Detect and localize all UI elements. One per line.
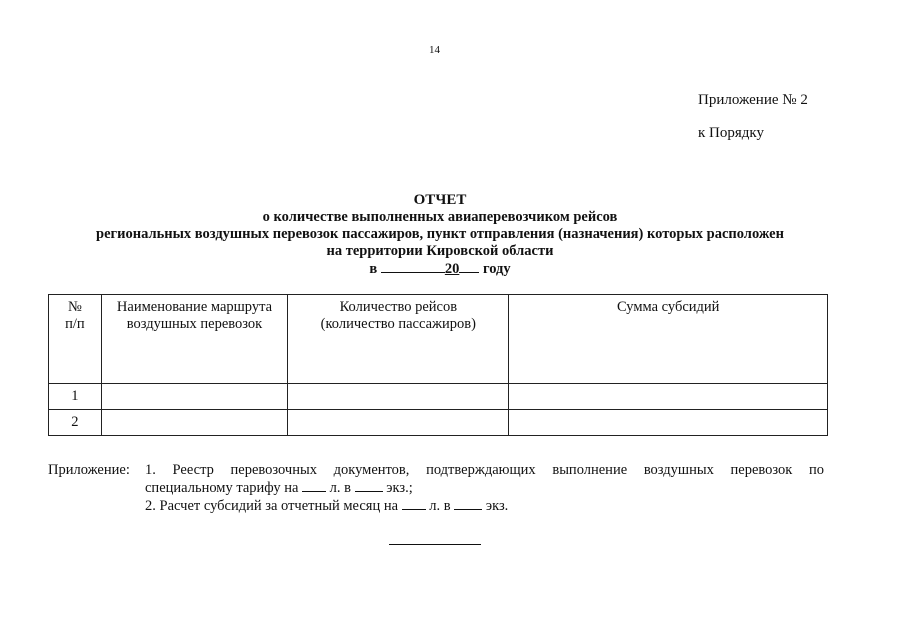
period-year: 20 xyxy=(444,261,460,277)
table-cell xyxy=(101,410,287,436)
attachment-item-2-text: 2. Расчет субсидий за отчетный месяц на xyxy=(145,498,399,514)
attachment-item-1-text: специальному тарифу на xyxy=(145,480,299,496)
report-table xyxy=(48,294,828,436)
attachment-item-1-sheets: л. в xyxy=(329,480,352,496)
report-title-line3: на территории Кировской области xyxy=(326,243,554,259)
table-cell: 1 xyxy=(49,384,102,410)
header-subsidy: Сумма субсидий xyxy=(509,295,828,384)
table-row xyxy=(49,410,828,436)
report-period xyxy=(40,260,840,278)
copies-blank xyxy=(355,479,383,492)
table-cell xyxy=(288,384,509,410)
period-prefix: в xyxy=(369,261,378,277)
report-title: ОТЧЕТ xyxy=(413,192,467,208)
attachment-item-1-copies: экз.; xyxy=(386,480,413,496)
attachment-item-1-line1: 1. Реестр перевозочных документов, подтверждающих выполнение воздушных перевозок по xyxy=(145,462,824,478)
header-number: № п/п xyxy=(49,295,102,384)
appendix-label: Приложение № 2 xyxy=(698,92,808,108)
header-flights: Количество рейсов (количество пассажиров) xyxy=(288,295,509,384)
sheets-blank xyxy=(402,497,426,510)
table-cell xyxy=(288,410,509,436)
attachment-item-2-sheets: л. в xyxy=(429,498,451,514)
attachments-label: Приложение: xyxy=(48,462,130,478)
copies-blank xyxy=(454,497,482,510)
table-cell xyxy=(509,410,828,436)
period-suffix: году xyxy=(482,261,511,277)
report-title-line2: региональных воздушных перевозок пассажиров, пункт отправления (назначения) которых расположен xyxy=(96,226,784,242)
end-divider xyxy=(389,544,481,545)
attachment-item-1 xyxy=(145,462,824,497)
report-title-line1: о количестве выполненных авиаперевозчиком рейсов xyxy=(262,209,618,225)
attachment-item-2 xyxy=(145,497,508,515)
table-cell: 2 xyxy=(49,410,102,436)
period-blank xyxy=(381,260,445,273)
table-header-row xyxy=(49,295,828,384)
header-route: Наименование маршрута воздушных перевозок xyxy=(101,295,287,384)
table-row xyxy=(49,384,828,410)
attachment-item-2-copies: экз. xyxy=(485,498,509,514)
report-title-block xyxy=(40,192,840,278)
page-number: 14 xyxy=(429,44,440,56)
table-cell xyxy=(101,384,287,410)
table-cell xyxy=(509,384,828,410)
attachment-item-1-line2 xyxy=(145,479,824,497)
appendix-subtitle: к Порядку xyxy=(698,125,764,141)
sheets-blank xyxy=(302,479,326,492)
period-year-blank xyxy=(459,260,479,273)
